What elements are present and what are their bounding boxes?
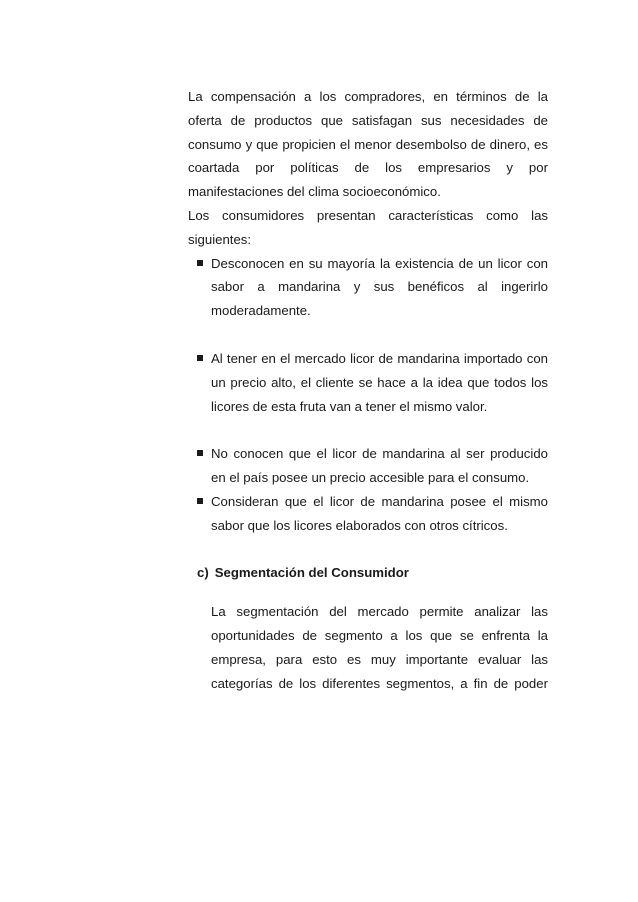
list-item bbox=[188, 490, 548, 538]
paragraph-compensation: La compensación a los compradores, en términos de la oferta de productos que satisfagan sus necesidades de consumo y que propicien el menor desembolso de dinero, es coartada por políticas de los empresarios y por manifestaciones del clima socioeconómico. bbox=[188, 89, 548, 200]
list-item bbox=[188, 442, 548, 490]
section-heading bbox=[188, 561, 548, 585]
consumer-characteristics-list bbox=[188, 252, 548, 538]
section-body: La segmentación del mercado permite analizar las oportunidades de segmento a los que se enfrenta la empresa, para esto es muy importante evaluar las categorías de los diferentes segmentos, a fin de poder bbox=[211, 604, 548, 691]
list-item-text: Desconocen en su mayoría la existencia de un licor con sabor a mandarina y sus benéficos al ingerirlo moderadamente. bbox=[211, 255, 548, 319]
section-letter: c) bbox=[197, 564, 209, 580]
list-item-text: Al tener en el mercado licor de mandarina importado con un precio alto, el cliente se hace a la idea que todos los licores de esta fruta van a tener el mismo valor. bbox=[211, 350, 548, 414]
list-item-text: Consideran que el licor de mandarina posee el mismo sabor que los licores elaborados con otros cítricos. bbox=[211, 493, 548, 533]
square-bullet-icon bbox=[197, 355, 203, 361]
section-title: Segmentación del Consumidor bbox=[214, 564, 409, 580]
square-bullet-icon bbox=[197, 260, 203, 266]
list-item bbox=[188, 347, 548, 418]
list-item-text: No conocen que el licor de mandarina al ser producido en el país posee un precio accesible para el consumo. bbox=[211, 446, 548, 486]
list-item bbox=[188, 252, 548, 323]
square-bullet-icon bbox=[197, 450, 203, 456]
paragraph-consumers-intro: Los consumidores presentan características como las siguientes: bbox=[188, 207, 548, 247]
document-page bbox=[188, 85, 548, 696]
square-bullet-icon bbox=[197, 498, 203, 504]
